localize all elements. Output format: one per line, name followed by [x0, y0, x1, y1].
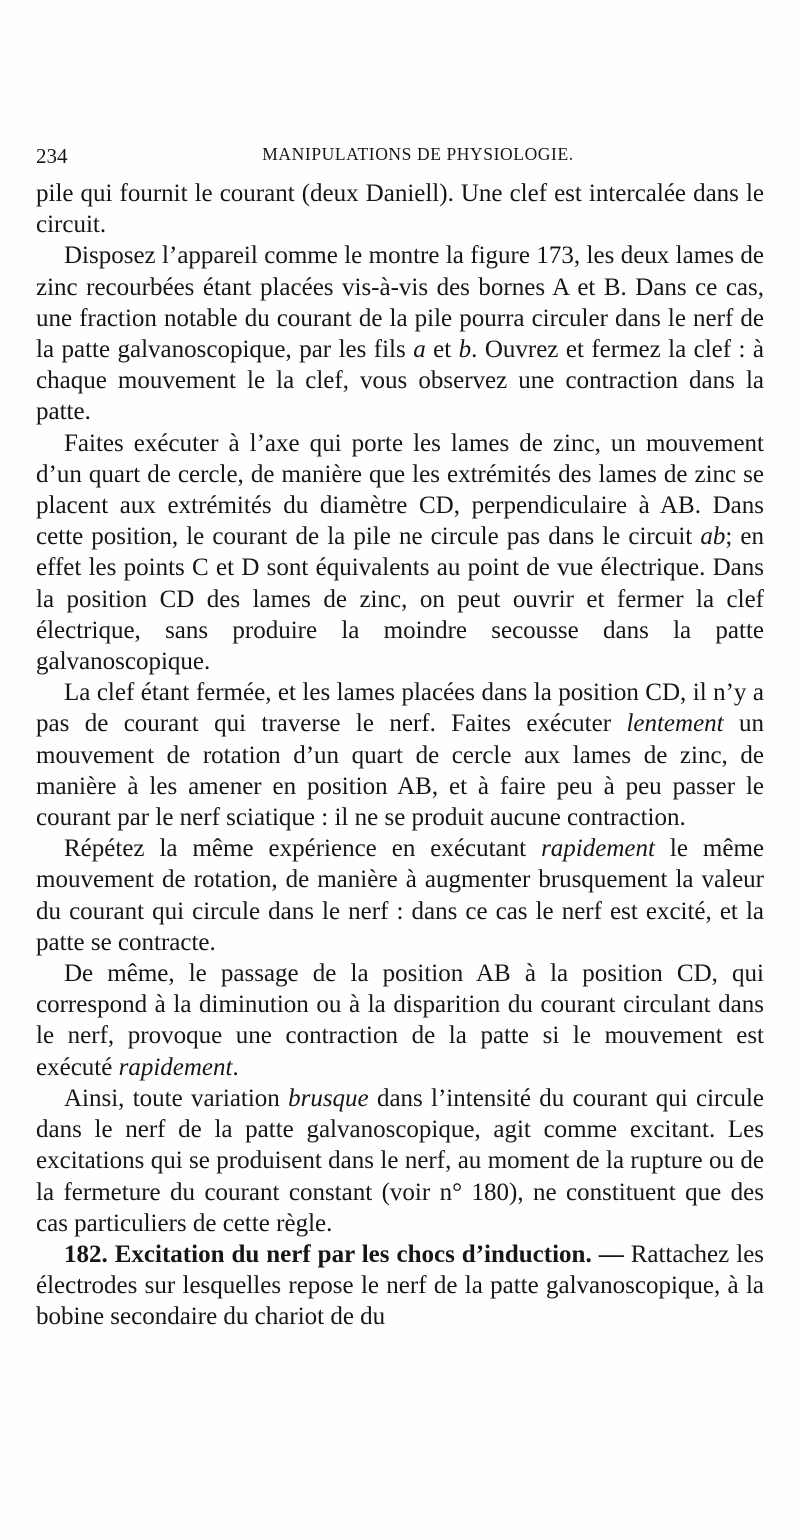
paragraph-3-text: Faites exécuter à l’axe qui porte les lames de zinc, un mouvement d’un quart de cercle, de manière que les extrémités des lames de zinc se placent aux extrémités du diamètre CD, perpendiculaire à AB. Dans cette position, le courant de la pile ne circule pas dans le circuit	[36, 429, 764, 551]
paragraph-7-end: dans l’intensité du courant qui circule dans le nerf de la patte galvanoscopique, agit comme excitant. Les excitations qui se produisent dans le nerf, au moment de la rupture ou de la fermeture du courant constant (voir n° 180), ne constituent que des cas particuliers de cette règle.	[36, 1084, 765, 1237]
paragraph-5	[36, 833, 764, 958]
paragraph-7-text: Ainsi, toute variation	[64, 1084, 280, 1112]
paragraph-4-end: un mouvement de rotation d’un quart de cercle aux lames de zinc, de manière à les amener en position AB, et à faire peu à peu passer le courant par le nerf sciatique : il ne se produit aucune contraction.	[36, 710, 765, 832]
page-number: 234	[36, 144, 68, 168]
section-title: Excitation du nerf par les chocs d’induction. —	[114, 1240, 624, 1268]
paragraph-7	[36, 1083, 764, 1239]
paragraph-6-emphasis: rapidement	[118, 1053, 233, 1081]
paragraph-1	[36, 178, 764, 240]
circuit-ab-label: ab	[700, 523, 726, 551]
running-head	[36, 140, 764, 170]
paragraph-5-emphasis: rapidement	[541, 835, 655, 863]
paragraph-2-text: Disposez l’appareil comme le montre la figure 173, les deux lames de zinc recourbées étant placées vis-à-vis des bornes A et B. Dans ce cas, une fraction notable du courant de la pile pourra circuler dans le nerf de la patte galvanoscopique, par les fils	[36, 242, 764, 364]
paragraph-8	[36, 1239, 764, 1333]
section-number: 182.	[64, 1240, 108, 1268]
paragraph-2-conj: et	[433, 336, 452, 364]
paragraph-6-end: .	[232, 1053, 239, 1081]
wire-a-label: a	[413, 336, 426, 364]
running-title: MANIPULATIONS DE PHYSIOLOGIE.	[262, 144, 574, 164]
paragraph-3-end: ; en effet les points C et D sont équivalents au point de vue électrique. Dans la position CD des lames de zinc, on peut ouvrir et fermer la clef électrique, sans produire la moindre secousse dans la patte galvanoscopique.	[36, 523, 765, 676]
paragraph-7-emphasis: brusque	[288, 1084, 369, 1112]
body-text	[36, 178, 764, 1333]
paragraph-1-text: pile qui fournit le courant (deux Daniell). Une clef est intercalée dans le circuit.	[36, 180, 764, 239]
paragraph-2-end: . Ouvrez et fermez la clef : à chaque mouvement le la clef, vous observez une contraction dans la patte.	[36, 336, 765, 426]
paragraph-6	[36, 958, 764, 1083]
paragraph-4-emphasis: lentement	[626, 710, 724, 738]
paragraph-4-text: La clef étant fermée, et les lames placées dans la position CD, il n’y a pas de courant qui traverse le nerf. Faites exécuter	[36, 679, 764, 738]
paragraph-2	[36, 240, 764, 427]
paragraph-3	[36, 428, 764, 678]
paragraph-5-end: le même mouvement de rotation, de manière à augmenter brusquement la valeur du courant qui circule dans le nerf : dans ce cas le nerf est excité, et la patte se contracte.	[36, 835, 764, 956]
paragraph-8-text: Rattachez les électrodes sur lesquelles repose le nerf de la patte galvanoscopique, à la bobine secondaire du chariot de du	[36, 1240, 765, 1331]
paragraph-4	[36, 677, 764, 833]
paragraph-5-text: Répétez la même expérience en exécutant	[64, 835, 527, 863]
wire-b-label: b	[458, 336, 472, 364]
paragraph-6-text: De même, le passage de la position AB à la position CD, qui correspond à la diminution ou à la disparition du courant circulant dans le nerf, provoque une contraction de la patte si le mouvement est exécuté	[36, 960, 764, 1081]
